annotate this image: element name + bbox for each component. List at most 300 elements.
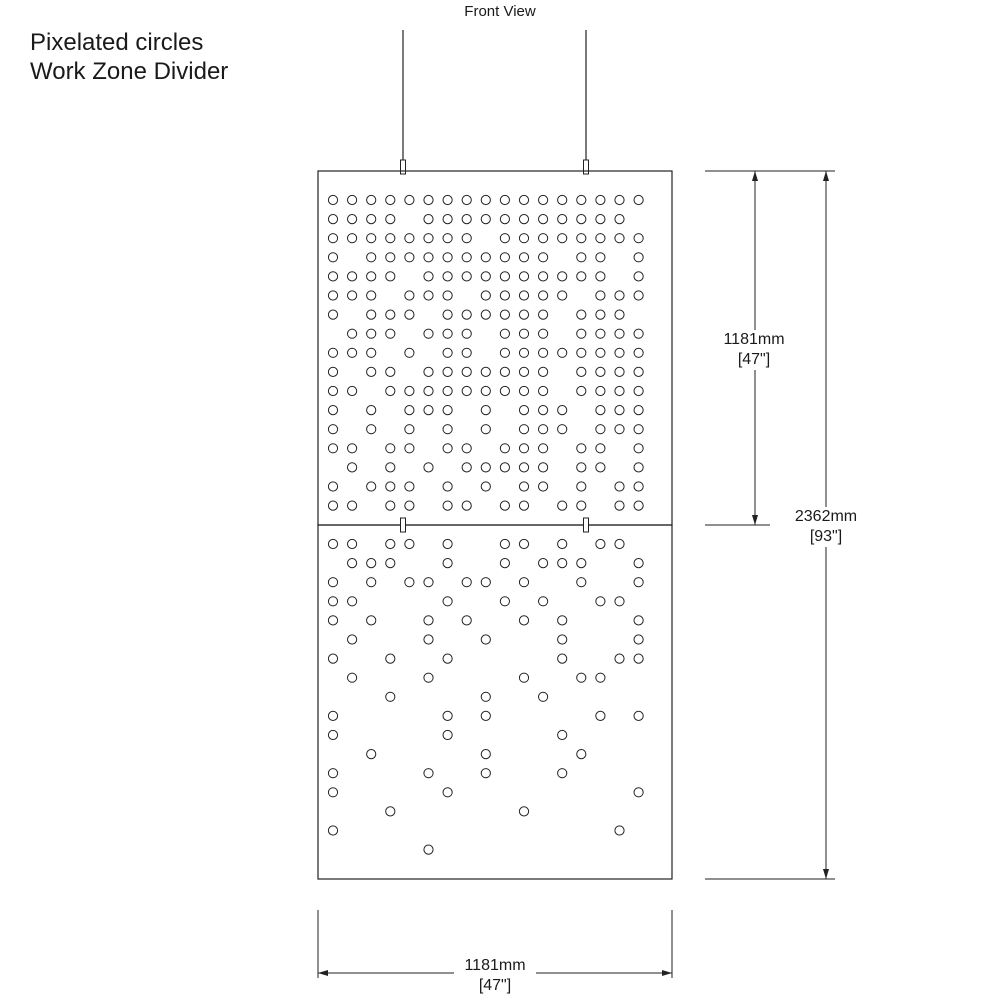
perforation-hole [615,539,624,548]
perforation-hole [443,444,452,453]
perforation-hole [558,215,567,224]
perforation-hole [634,406,643,415]
perforation-hole [558,195,567,204]
perforation-hole [481,769,490,778]
perforation-hole [367,234,376,243]
perforation-hole [615,482,624,491]
perforation-hole [462,616,471,625]
perforation-hole [519,310,528,319]
perforation-hole [615,310,624,319]
perforation-hole [634,367,643,376]
perforation-hole [539,482,548,491]
perforation-hole [424,673,433,682]
perforation-hole [328,291,337,300]
perforation-hole [328,711,337,720]
perforation-hole [443,195,452,204]
perforation-hole [443,597,452,606]
perforation-hole [634,711,643,720]
perforation-hole [615,329,624,338]
perforation-hole [634,234,643,243]
perforation-hole [443,711,452,720]
perforation-hole [386,463,395,472]
perforation-hole [367,195,376,204]
perforation-hole [558,272,567,281]
perforation-hole [596,711,605,720]
perforation-hole [539,291,548,300]
perforation-hole [328,539,337,548]
perforation-hole [577,310,586,319]
perforation-hole [481,386,490,395]
perforation-hole [328,386,337,395]
perforation-hole [386,444,395,453]
perforation-hole [577,253,586,262]
perforation-hole [424,845,433,854]
perforation-hole [386,692,395,701]
perforation-hole [328,234,337,243]
perforation-hole [424,578,433,587]
perforation-hole [348,329,357,338]
perforation-hole [596,272,605,281]
perforation-hole [596,215,605,224]
perforation-hole [558,234,567,243]
perforation-hole [405,234,414,243]
perforation-hole [519,501,528,510]
perforation-hole [424,234,433,243]
perforation-hole [519,406,528,415]
perforation-hole [462,195,471,204]
perforation-hole [481,406,490,415]
perforation-hole [634,386,643,395]
arrow-head [662,970,672,976]
perforation-hole [367,559,376,568]
perforation-hole [519,425,528,434]
perforation-hole [481,195,490,204]
title-line-1: Pixelated circles [30,29,204,56]
perforation-hole [500,329,509,338]
perforation-hole [596,597,605,606]
perforation-hole [634,291,643,300]
width-mm: 1181mm [464,957,526,974]
perforation-hole [615,826,624,835]
perforation-hole [481,253,490,262]
perforation-hole [462,578,471,587]
perforation-hole [348,195,357,204]
perforation-hole [405,444,414,453]
perforation-hole [500,291,509,300]
perforation-hole [424,272,433,281]
perforation-hole [481,482,490,491]
perforation-hole [348,463,357,472]
panel-height-label [712,330,796,370]
perforation-hole [424,616,433,625]
perforation-hole [634,253,643,262]
perforation-hole [328,616,337,625]
perforation-hole [596,234,605,243]
perforation-hole [424,635,433,644]
total-height-inch: [93"] [809,528,843,545]
perforation-hole [424,329,433,338]
perforation-hole [462,310,471,319]
perforation-hole [405,482,414,491]
perforation-hole [405,406,414,415]
perforation-hole [481,272,490,281]
perforation-hole [424,367,433,376]
perforation-hole [348,234,357,243]
perforation-hole [577,444,586,453]
perforation-hole [481,367,490,376]
perforation-hole [424,463,433,472]
perforation-hole [462,444,471,453]
arrow-head [823,171,829,181]
perforation-hole [481,635,490,644]
perforation-hole [634,616,643,625]
perforation-hole [481,578,490,587]
perforation-hole [481,310,490,319]
perforation-hole [367,253,376,262]
perforation-hole [596,310,605,319]
perforation-hole [462,386,471,395]
perforation-hole [386,386,395,395]
perforation-hole [328,425,337,434]
perforation-hole [634,444,643,453]
perforation-hole [367,616,376,625]
perforation-hole [462,215,471,224]
perforation-hole [539,367,548,376]
perforation-hole [596,348,605,357]
perforation-hole [519,329,528,338]
perforation-hole [462,329,471,338]
perforation-hole [443,730,452,739]
perforation-hole [405,291,414,300]
perforation-hole [558,616,567,625]
perforation-hole [348,559,357,568]
perforation-hole [367,291,376,300]
perforation-hole [558,425,567,434]
perforation-hole [348,386,357,395]
perforation-hole [519,578,528,587]
perforation-hole [634,559,643,568]
perforation-hole [481,711,490,720]
perforation-hole [615,501,624,510]
perforation-hole [386,310,395,319]
perforation-hole [386,367,395,376]
perforation-hole [462,272,471,281]
perforation-hole [405,253,414,262]
perforation-hole [500,234,509,243]
perforation-hole [558,654,567,663]
perforation-hole [443,234,452,243]
perforation-hole [386,482,395,491]
perforation-hole [596,195,605,204]
perforation-hole [634,578,643,587]
perforation-hole [462,348,471,357]
perforation-hole [615,367,624,376]
perforation-hole [367,367,376,376]
perforation-hole [634,195,643,204]
perforation-hole [500,386,509,395]
total-height-mm: 2362mm [794,508,858,525]
perforation-hole [615,386,624,395]
perforation-hole [500,310,509,319]
perforation-hole [405,578,414,587]
perforation-hole [577,195,586,204]
perforation-hole [481,750,490,759]
perforation-hole [367,406,376,415]
perforation-hole [596,291,605,300]
perforation-hole [596,386,605,395]
perforation-hole [367,750,376,759]
perforation-hole [348,597,357,606]
perforation-hole [500,597,509,606]
perforation-hole [615,406,624,415]
hanger-clip-right [584,160,589,174]
perforation-hole [519,291,528,300]
perforation-hole [577,463,586,472]
perforation-hole [443,559,452,568]
perforation-hole [443,788,452,797]
perforation-hole [367,348,376,357]
perforation-hole [577,348,586,357]
perforation-hole [462,463,471,472]
perforation-hole [577,329,586,338]
perforation-hole [481,291,490,300]
perforation-hole [519,673,528,682]
perforation-hole [386,272,395,281]
perforation-hole [558,769,567,778]
arrow-head [752,515,758,525]
perforation-hole [462,234,471,243]
perforation-hole [500,444,509,453]
perforation-hole [500,272,509,281]
perforation-hole [348,539,357,548]
perforation-hole [500,215,509,224]
perforation-hole [386,195,395,204]
perforation-hole [443,501,452,510]
perforation-hole [519,234,528,243]
perforation-hole [348,635,357,644]
perforation-hole [558,559,567,568]
perforation-hole [634,635,643,644]
perforation-hole [519,272,528,281]
perforation-hole [519,195,528,204]
perforation-hole [424,195,433,204]
perforation-hole [558,635,567,644]
perforation-hole [615,215,624,224]
perforation-hole [328,348,337,357]
perforation-hole [367,310,376,319]
perforation-hole [519,539,528,548]
perforation-hole [539,597,548,606]
perforation-hole [539,272,548,281]
perforation-hole [596,425,605,434]
perforation-hole [596,539,605,548]
perforation-hole [615,291,624,300]
perforation-hole [386,539,395,548]
perforation-hole [634,272,643,281]
perforation-hole [386,654,395,663]
perforation-hole [328,272,337,281]
perforation-hole [328,501,337,510]
perforation-hole [386,329,395,338]
perforation-hole [539,348,548,357]
perforation-hole [577,482,586,491]
perforation-hole [500,253,509,262]
perforation-hole [481,425,490,434]
perforation-hole [328,578,337,587]
perforation-hole [596,253,605,262]
perforation-hole [424,253,433,262]
perforation-hole [328,788,337,797]
perforation-hole [443,386,452,395]
perforation-hole [558,291,567,300]
perforation-hole [328,367,337,376]
perforation-hole [539,559,548,568]
perforation-hole [386,559,395,568]
perforation-hole [443,310,452,319]
perforation-hole [577,578,586,587]
width-label [454,956,536,996]
perforation-hole [539,463,548,472]
perforation-hole [519,444,528,453]
perforation-hole [328,654,337,663]
perforation-hole [577,272,586,281]
perforation-hole [443,348,452,357]
perforation-hole [577,501,586,510]
perforation-hole [577,215,586,224]
perforation-hole [539,234,548,243]
hanger-clip-left [401,160,406,174]
perforation-hole [615,425,624,434]
perforation-hole [405,539,414,548]
perforation-hole [386,215,395,224]
perforation-hole [577,750,586,759]
perforation-hole [405,386,414,395]
perforation-hole [348,501,357,510]
perforation-hole [634,788,643,797]
perforation-hole [500,501,509,510]
perforation-hole [424,406,433,415]
perforation-hole [328,482,337,491]
perforation-hole [596,444,605,453]
perforation-hole [348,272,357,281]
perforation-hole [519,367,528,376]
perforation-hole [615,597,624,606]
perforation-hole [558,348,567,357]
perforation-hole [386,234,395,243]
perforation-hole [462,253,471,262]
perforation-hole [634,501,643,510]
perforation-hole [519,253,528,262]
perforation-hole [539,692,548,701]
perforation-hole [443,215,452,224]
perforation-hole [405,501,414,510]
perforation-hole [577,673,586,682]
perforation-hole [386,807,395,816]
perforation-hole [348,444,357,453]
perforation-hole [519,482,528,491]
perforation-hole [500,367,509,376]
perforation-hole [500,463,509,472]
perforation-hole [443,291,452,300]
arrow-head [318,970,328,976]
perforation-hole [443,654,452,663]
perforation-hole [405,348,414,357]
perforation-hole [539,425,548,434]
perforation-hole [424,386,433,395]
perforation-hole [634,482,643,491]
perforation-hole [328,215,337,224]
perforation-hole [539,386,548,395]
perforation-hole [634,329,643,338]
perforation-hole [328,195,337,204]
perforation-hole [443,367,452,376]
perforation-hole [443,253,452,262]
perforation-hole [577,559,586,568]
perforation-hole [539,253,548,262]
total-height-label [781,507,871,547]
perforation-hole [405,195,414,204]
perforation-hole [558,539,567,548]
perforation-hole [615,348,624,357]
perforation-hole [443,329,452,338]
perforation-hole [596,367,605,376]
perforation-hole [558,406,567,415]
perforation-hole [481,463,490,472]
perforation-hole [443,425,452,434]
perforation-hole [328,730,337,739]
title-line-2: Work Zone Divider [30,58,229,85]
perforation-hole [519,463,528,472]
perforation-hole [367,215,376,224]
perforation-hole [328,253,337,262]
perforation-hole [462,501,471,510]
perforation-hole [615,195,624,204]
perforation-hole [443,272,452,281]
perforation-hole [462,367,471,376]
perforation-hole [367,482,376,491]
perforation-hole [328,826,337,835]
perforation-hole [577,367,586,376]
perforation-hole [558,730,567,739]
perforation-hole [386,253,395,262]
perforation-hole [539,195,548,204]
perforation-hole [500,539,509,548]
perforation-hole [386,501,395,510]
perforation-hole [348,673,357,682]
perforation-hole [634,463,643,472]
perforation-hole [615,234,624,243]
perforation-hole [596,329,605,338]
perforation-hole [367,425,376,434]
perforation-hole [367,329,376,338]
perforation-hole [539,329,548,338]
arrow-head [823,869,829,879]
perforation-hole [519,616,528,625]
perforation-hole [596,463,605,472]
perforation-hole [405,310,414,319]
perforation-hole [539,215,548,224]
perforation-hole [634,425,643,434]
perforation-hole [367,578,376,587]
perforation-hole [443,406,452,415]
perforation-hole [634,654,643,663]
perforation-hole [500,559,509,568]
perforation-hole [519,386,528,395]
perforation-hole [481,692,490,701]
perforation-hole [634,348,643,357]
perforation-hole [519,348,528,357]
perforation-hole [539,406,548,415]
